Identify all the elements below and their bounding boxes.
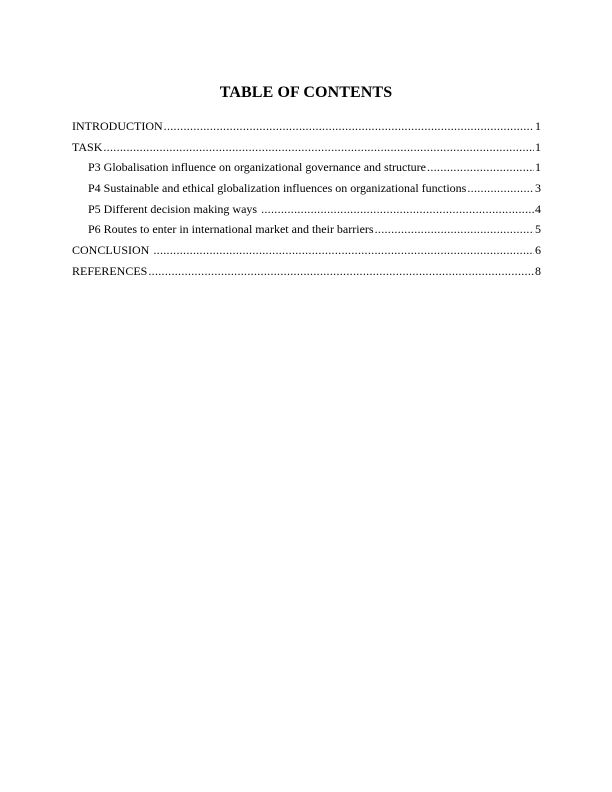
toc-page-number: 4 — [535, 201, 541, 216]
toc-page-number: 1 — [535, 139, 541, 154]
toc-page-number: 1 — [535, 119, 541, 133]
toc-dot-leader — [261, 199, 534, 220]
toc-entry-introduction[interactable] — [72, 116, 541, 137]
toc-entry-text: P3 Globalisation influence on organizational governance and structure — [88, 160, 427, 175]
toc-dot-leader — [148, 261, 534, 282]
toc-dot-leader — [427, 157, 534, 178]
toc-entry-p3[interactable] — [72, 157, 541, 178]
toc-entry-p4[interactable] — [72, 178, 541, 199]
toc-page-number: 3 — [535, 181, 541, 196]
toc-entry-p6[interactable] — [72, 219, 541, 240]
toc-page-number: 6 — [535, 243, 541, 258]
toc-page-number: 8 — [535, 263, 541, 278]
toc-entry-p5[interactable] — [72, 199, 541, 220]
toc-entry-text: CONCLUSION — [72, 243, 153, 258]
toc-entry-text: P5 Different decision making ways — [88, 201, 261, 216]
toc-dot-leader — [153, 240, 534, 261]
toc-entry-text: INTRODUCTION — [72, 119, 163, 133]
toc-list — [72, 116, 541, 282]
toc-page-number: 5 — [535, 222, 541, 237]
toc-entry-references[interactable] — [72, 261, 541, 282]
toc-entry-text: TASK — [72, 139, 103, 154]
toc-entry-text: P4 Sustainable and ethical globalization influences on organizational functions — [88, 181, 467, 196]
toc-dot-leader — [467, 178, 534, 199]
toc-entry-task[interactable] — [72, 137, 541, 158]
toc-dot-leader — [164, 116, 534, 137]
toc-dot-leader — [375, 219, 534, 240]
toc-title: TABLE OF CONTENTS — [219, 84, 393, 101]
toc-entry-text: P6 Routes to enter in international market and their barriers — [88, 222, 374, 237]
toc-entry-conclusion[interactable] — [72, 240, 541, 261]
toc-page-number: 1 — [535, 160, 541, 175]
toc-dot-leader — [103, 137, 534, 158]
toc-entry-text: REFERENCES — [72, 263, 148, 278]
